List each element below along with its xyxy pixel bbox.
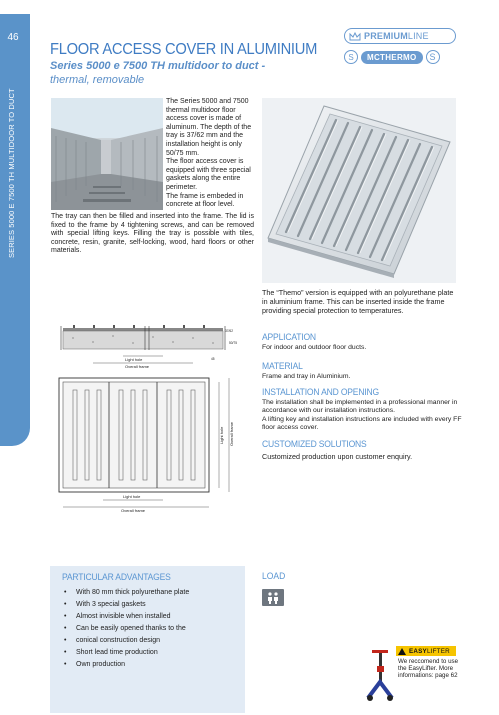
load-heading: LOAD bbox=[262, 571, 286, 582]
overall-frame-label-bottom: Overall frame bbox=[121, 508, 146, 513]
advantages-list bbox=[64, 587, 234, 671]
premium-line-label bbox=[364, 31, 429, 41]
easylifter-brand bbox=[409, 648, 450, 655]
subtitle-line2: thermal, removable bbox=[50, 74, 145, 86]
intro-p2: The floor access cover is equipped with three special gaskets along the entire perimeter. bbox=[166, 158, 251, 191]
installation-body bbox=[262, 399, 462, 432]
advantage-item: • With 3 special gaskets bbox=[64, 599, 234, 611]
pedestrian-load-icon bbox=[262, 589, 284, 606]
intro-p3: The frame is embeded in concrete at floor level. bbox=[166, 192, 244, 209]
premium-light: LINE bbox=[407, 31, 429, 41]
light-hole-label-side: Light hole bbox=[219, 426, 224, 444]
section-drawing bbox=[53, 318, 253, 374]
subtitle-line1: Series 5000 e 7500 TH multidoor to duct - bbox=[50, 60, 266, 72]
easylifter-bold: EASY bbox=[409, 647, 427, 655]
easylifter-text: We reccomend to use the EasyLifter. More informations: page 62 bbox=[398, 658, 459, 680]
material-heading: MATERIAL bbox=[262, 361, 303, 372]
mc-thermo-label: MCTHERMO bbox=[361, 51, 423, 64]
mc-left-icon: S bbox=[344, 50, 358, 64]
advantages-panel bbox=[50, 566, 245, 713]
light-hole-label-top: Light hole bbox=[125, 357, 143, 362]
dim-b-label: 50/75 bbox=[229, 341, 237, 345]
advantage-item: • Own production bbox=[64, 659, 234, 671]
customized-body: Customized production upon customer enquiry. bbox=[262, 452, 413, 461]
premium-bold: PREMIUM bbox=[364, 31, 408, 41]
dim-a-label: 37/62 bbox=[225, 329, 233, 333]
thermo-text: The “Themo” version is equipped with an polyurethane plate in aluminium frame. This can be inserted inside the frame providing special protection to temperatures. bbox=[262, 288, 454, 315]
overall-frame-label-side: Overall frame bbox=[229, 421, 234, 446]
page-number: 46 bbox=[7, 32, 19, 43]
tray-text: The tray can then be filled and inserted into the frame. The lid is fixed to the frame by 4 tightening screws, and can be removed with special lifting keys. Filling the tray is possible with tiles, concrete, resin, granite, self-locking, wood, hard floors or other materials. bbox=[51, 213, 254, 255]
heat-icon: S bbox=[426, 50, 440, 64]
advantage-item: • Short lead time production bbox=[64, 647, 234, 659]
mc-thermo-badge bbox=[344, 49, 456, 65]
advantage-item: • With 80 mm thick polyurethane plate bbox=[64, 587, 234, 599]
application-heading: APPLICATION bbox=[262, 332, 316, 343]
product-photo bbox=[262, 98, 456, 283]
easylifter-illustration bbox=[362, 646, 398, 702]
easylifter-light: LIFTER bbox=[426, 647, 450, 655]
advantage-item: • Can be easily opened thanks to the bbox=[64, 623, 234, 635]
crown-icon bbox=[349, 32, 361, 41]
side-title: SERIES 5000 E 7500 TH MULTIDOOR TO DUCT bbox=[7, 88, 16, 258]
installation-heading: INSTALLATION AND OPENING bbox=[262, 387, 379, 398]
easylifter-arrow-icon bbox=[398, 648, 406, 655]
premium-line-badge bbox=[344, 28, 456, 44]
product-illustration bbox=[262, 98, 456, 283]
plan-drawing bbox=[53, 376, 253, 516]
installation-photo bbox=[51, 98, 163, 210]
page-title: FLOOR ACCESS COVER IN ALUMINIUM bbox=[50, 41, 318, 58]
easylifter-badge bbox=[396, 646, 456, 656]
light-hole-label-bottom: Light hole bbox=[123, 494, 141, 499]
installation-body-1: The installation shall be implemented in a professional manner in accordance with our installation instructions. bbox=[262, 399, 458, 415]
advantage-item: • Almost invisible when installed bbox=[64, 611, 234, 623]
customized-heading: CUSTOMIZED SOLUTIONS bbox=[262, 439, 367, 450]
material-body: Frame and tray in Aluminium. bbox=[262, 373, 351, 380]
installation-body-2: A lifting key and installation instructions are included with every FF floor access cover. bbox=[262, 415, 462, 431]
dim-c-label: 45 bbox=[211, 357, 215, 361]
page-subtitle bbox=[50, 59, 330, 87]
overall-frame-label-top: Overall frame bbox=[125, 364, 150, 369]
intro-p1: The Series 5000 and 7500 thermal multidoor floor access cover is made of aluminum. The depth of the tray is 37/62 mm and the installation height is only 50/75 mm. bbox=[166, 98, 252, 157]
advantages-heading: PARTICULAR ADVANTAGES bbox=[62, 572, 171, 583]
people-icon bbox=[265, 592, 281, 604]
sidebar bbox=[0, 0, 30, 715]
intro-text bbox=[166, 98, 258, 210]
advantage-item-continuation: • conical construction design bbox=[64, 635, 234, 647]
installation-photo-illustration bbox=[51, 98, 163, 210]
application-body: For indoor and outdoor floor ducts. bbox=[262, 344, 367, 351]
